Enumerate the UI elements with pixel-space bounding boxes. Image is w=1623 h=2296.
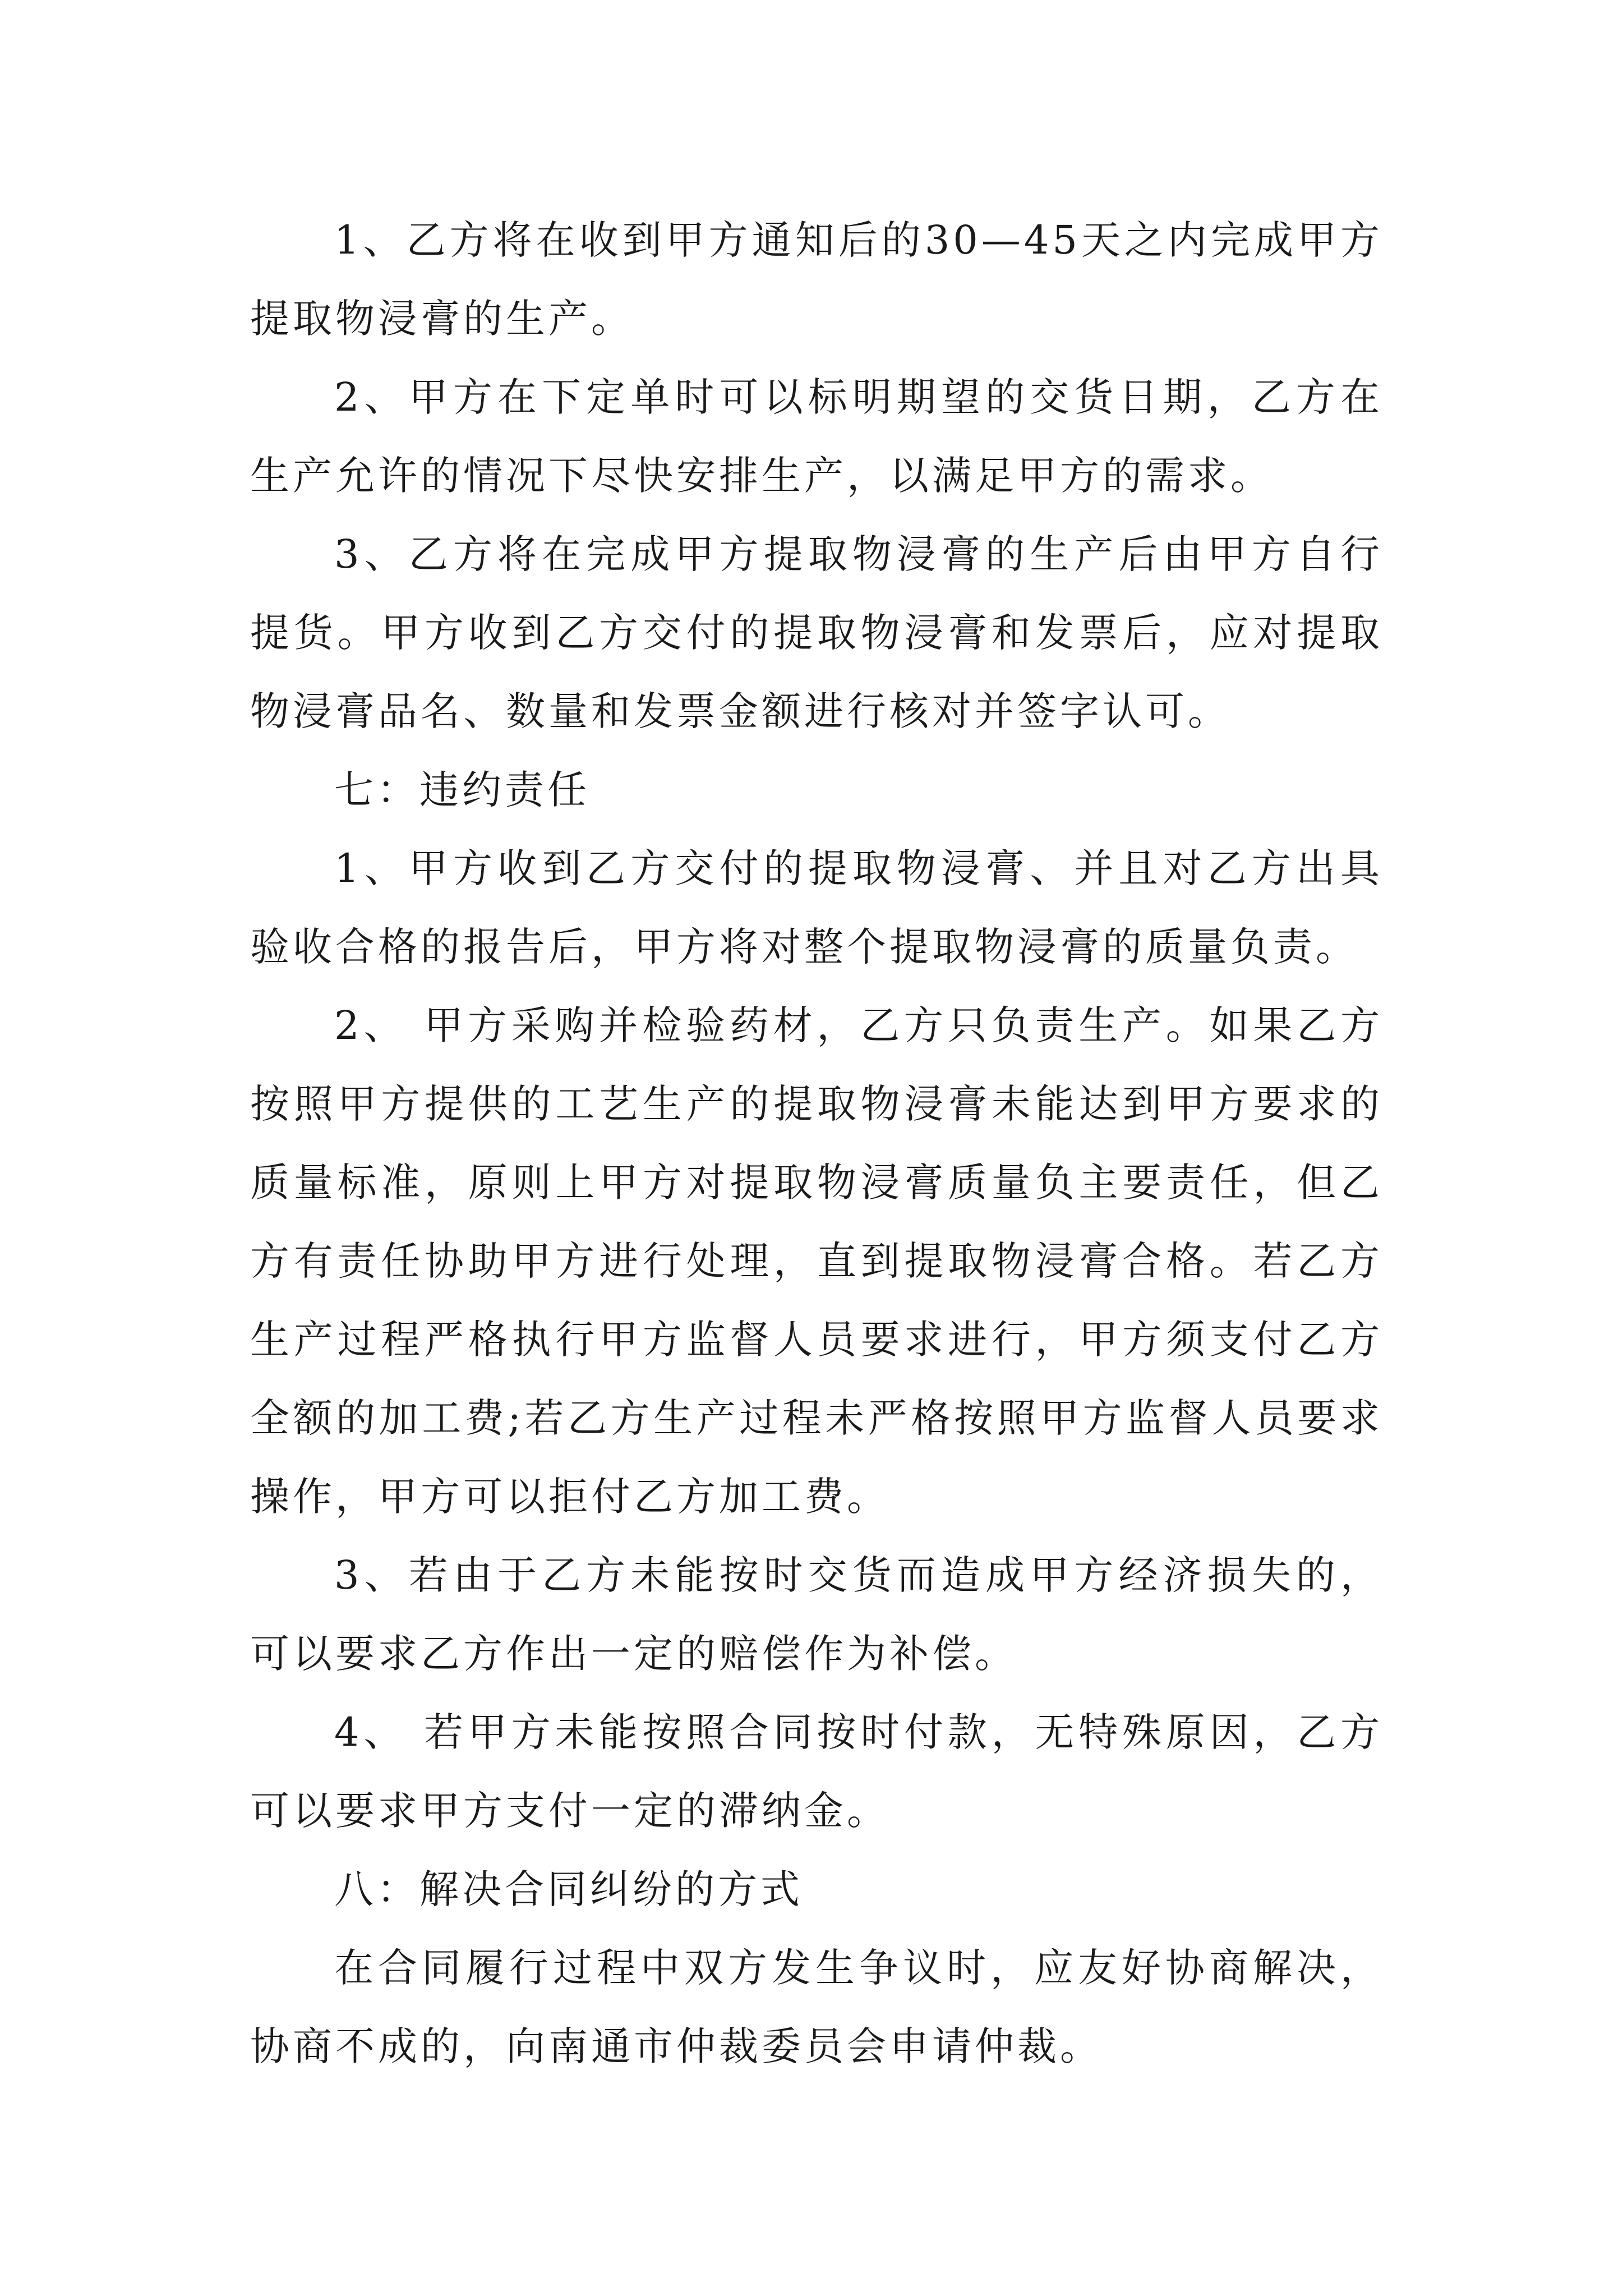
- paragraph-delivery-time: 1、乙方将在收到甲方通知后的30—45天之内完成甲方提取物浸膏的生产。: [250, 217, 1383, 342]
- paragraph-late-payment: 4、 若甲方未能按照合同按时付款，无特殊原因，乙方可以要求甲方支付一定的滞纳金。: [250, 1709, 1383, 1834]
- section-heading-breach: 七：违约责任: [334, 767, 590, 813]
- paragraph-quality-responsibility: 1、甲方收到乙方交付的提取物浸膏、并且对乙方出具验收合格的报告后，甲方将对整个提取物浸膏的质量负责。: [250, 845, 1383, 970]
- paragraph-delay-compensation: 3、若由于乙方未能按时交货而造成甲方经济损失的，可以要求乙方作出一定的赔偿作为补偿。: [250, 1552, 1383, 1677]
- document-body: [250, 201, 1383, 2086]
- paragraph-materials-inspection: 2、 甲方采购并检验药材，乙方只负责生产。如果乙方按照甲方提供的工艺生产的提取物浸膏未能达到甲方要求的质量标准，原则上甲方对提取物浸膏质量负主要责任，但乙方有责任协助甲方进行处理，直到提取物浸膏合格。若乙方生产过程严格执行甲方监督人员要求进行，甲方须支付乙方全额的加工费;若乙方生产过程未严格按照甲方监督人员要求操作，甲方可以拒付乙方加工费。: [250, 1002, 1383, 1520]
- paragraph-pickup: 3、乙方将在完成甲方提取物浸膏的生产后由甲方自行提货。甲方收到乙方交付的提取物浸膏和发票后，应对提取物浸膏品名、数量和发票金额进行核对并签字认可。: [250, 531, 1383, 734]
- paragraph-delivery-date: 2、甲方在下定单时可以标明期望的交货日期，乙方在生产允许的情况下尽快安排生产，以满足甲方的需求。: [250, 374, 1383, 499]
- section-heading-disputes: 八：解决合同纠纷的方式: [334, 1866, 803, 1912]
- paragraph-arbitration: 在合同履行过程中双方发生争议时，应友好协商解决，协商不成的，向南通市仲裁委员会申请仲裁。: [250, 1945, 1383, 2069]
